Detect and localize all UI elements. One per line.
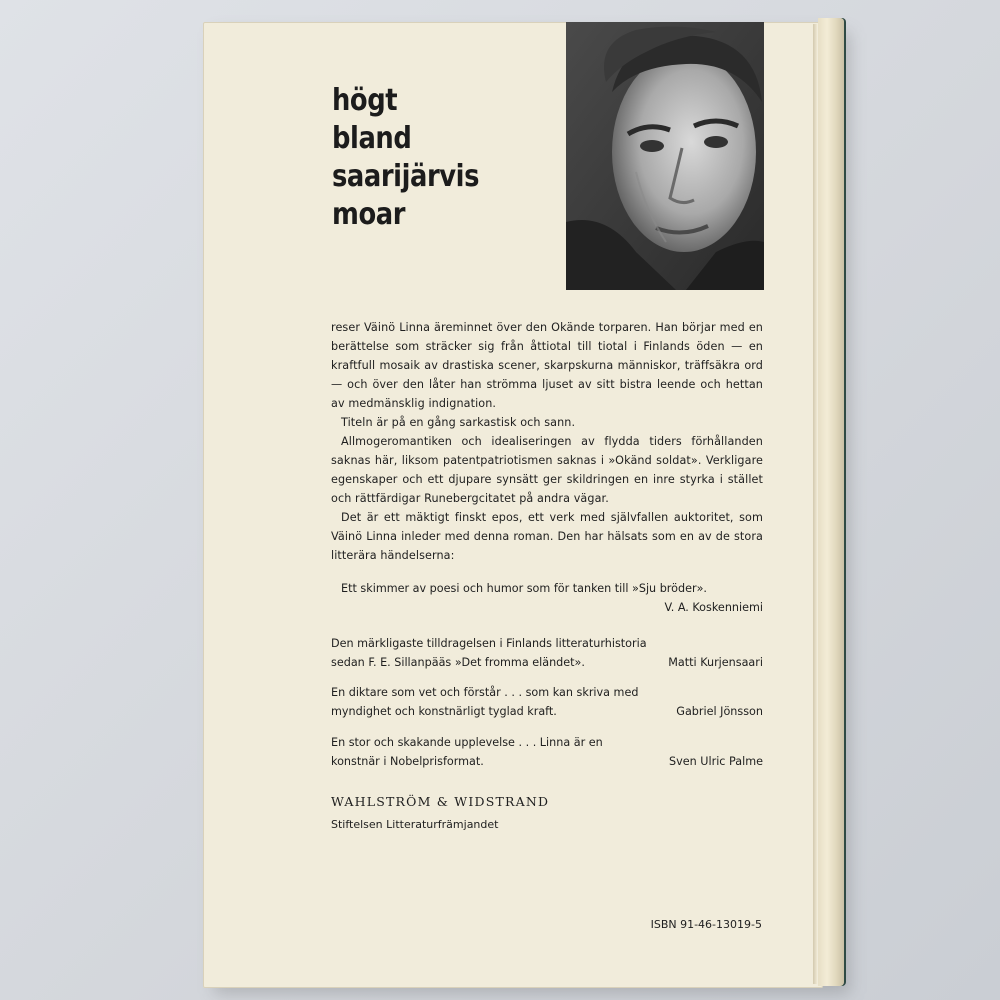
isbn-number: ISBN 91-46-13019-5 [650, 918, 762, 931]
review-quote [331, 734, 763, 771]
blurb-paragraph: Allmogeromantiken och idealiseringen av flydda tiders förhållanden saknas här, liksom patentpatriotismen saknas i »Okänd soldat». Verkligare egenskaper och ett djupare synsätt ger skildringen en inre styrka i stället och rättfärdigar Runebergcitatet på andra vägar. [331, 435, 763, 505]
review-quote [331, 684, 763, 721]
review-quote [331, 580, 763, 617]
quote-author: Gabriel Jönsson [676, 704, 763, 718]
quote-author: Matti Kurjensaari [668, 655, 763, 669]
author-portrait-photo [566, 22, 764, 290]
review-quote [331, 635, 763, 672]
blurb-paragraph: reser Väinö Linna äreminnet över den Okände torparen. Han börjar med en berättelse som sträcker sig från åttiotal till tiotal i Finlands öden — en kraftfull mosaik av drastiska scener, skarpskurna människor, träffsäkra ord — och över den låter han strömma ljuset av sitt bistra leende och hettan av medmänsklig indignation. [331, 321, 763, 410]
blurb-text [331, 318, 763, 565]
blurb-paragraph: Titeln är på en gång sarkastisk och sann. [341, 416, 576, 429]
quote-text: Den märkligaste tilldragelsen i Finlands litteraturhistoria sedan F. E. Sillanpääs »Det fromma eländet». [331, 637, 647, 669]
quote-text: En diktare som vet och förstår . . . som kan skriva med myndighet och konstnärligt tyglad kraft. [331, 686, 639, 718]
title-line: bland [332, 121, 412, 156]
quote-text: En stor och skakande upplevelse . . . Linna är en konstnär i Nobelprisformat. [331, 736, 603, 768]
quote-text: Ett skimmer av poesi och humor som för tanken till »Sju bröder». [341, 582, 707, 595]
title-line: moar [332, 197, 406, 232]
quote-author: V. A. Koskenniemi [664, 600, 763, 614]
publisher-name: WAHLSTRÖM & WIDSTRAND [331, 794, 550, 809]
quote-author: Sven Ulric Palme [669, 754, 763, 768]
foundation-name: Stiftelsen Litteraturfrämjandet [331, 818, 499, 831]
author-portrait-illustration [566, 22, 764, 290]
blurb-paragraph: Det är ett mäktigt finskt epos, ett verk med självfallen auktoritet, som Väinö Linna inleder med denna roman. Den har hälsats som en av de stora litterära händelserna: [331, 511, 763, 562]
title-line: högt [332, 83, 398, 118]
spine-groove [813, 24, 817, 984]
title-line: saarijärvis [332, 159, 480, 194]
book-spine-edge [818, 18, 844, 986]
book-title [332, 82, 479, 234]
